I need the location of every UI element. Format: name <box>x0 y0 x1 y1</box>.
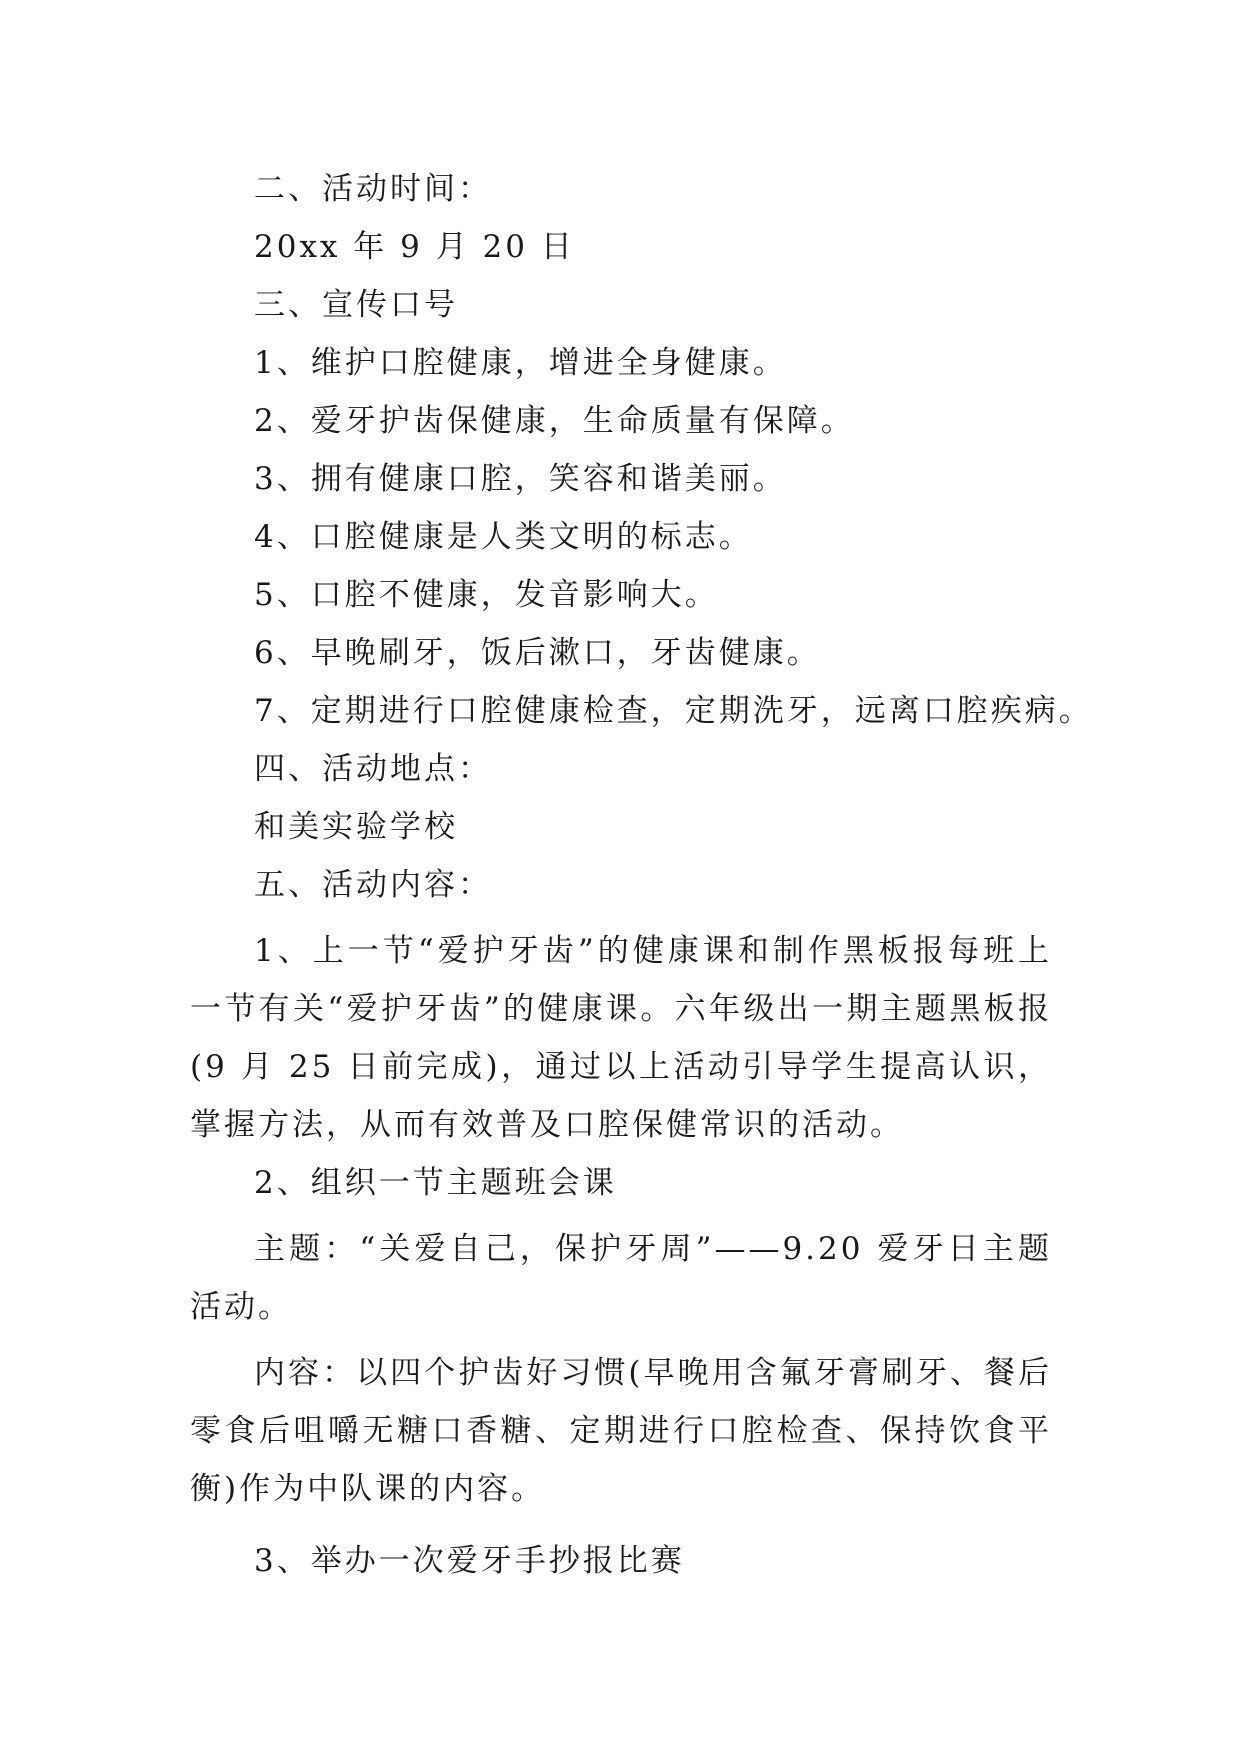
section-heading-content: 五、活动内容： <box>254 867 492 903</box>
slogan-item: 5、口腔不健康，发音影响大。 <box>254 577 719 613</box>
slogan-item: 1、维护口腔健康，增进全身健康。 <box>254 345 787 381</box>
section-heading-slogans: 三、宣传口号 <box>254 287 458 323</box>
content-item-3: 3、举办一次爱牙手抄报比赛 <box>254 1543 685 1579</box>
theme-paragraph: 主题：“关爱自己，保护牙周”——9.20 爱牙日主题活动。 <box>190 1231 1052 1325</box>
section-heading-location: 四、活动地点： <box>254 751 492 787</box>
section-heading-time: 二、活动时间： <box>254 171 492 207</box>
content-item-2: 2、组织一节主题班会课 <box>254 1165 617 1201</box>
document-body <box>190 160 1093 1590</box>
slogan-item: 2、爱牙护齿保健康，生命质量有保障。 <box>254 403 855 439</box>
content-item-1-paragraph: 1、上一节“爱护牙齿”的健康课和制作黑板报每班上一节有关“爱护牙齿”的健康课。六年级出一期主题黑板报(9 月 25 日前完成)，通过以上活动引导学生提高认识，掌握方法，从而有效普及口腔保健常识的活动。 <box>190 933 1052 1143</box>
activity-date: 20xx 年 9 月 20 日 <box>254 229 575 265</box>
content-paragraph: 内容：以四个护齿好习惯(早晚用含氟牙膏刷牙、餐后零食后咀嚼无糖口香糖、定期进行口腔检查、保持饮食平衡)作为中队课的内容。 <box>190 1355 1052 1507</box>
slogan-item: 6、早晚刷牙，饭后漱口，牙齿健康。 <box>254 635 821 671</box>
slogan-item: 3、拥有健康口腔，笑容和谐美丽。 <box>254 461 787 497</box>
slogan-item: 4、口腔健康是人类文明的标志。 <box>254 519 753 555</box>
activity-location: 和美实验学校 <box>254 809 458 845</box>
slogan-item: 7、定期进行口腔健康检查，定期洗牙，远离口腔疾病。 <box>254 693 1093 729</box>
